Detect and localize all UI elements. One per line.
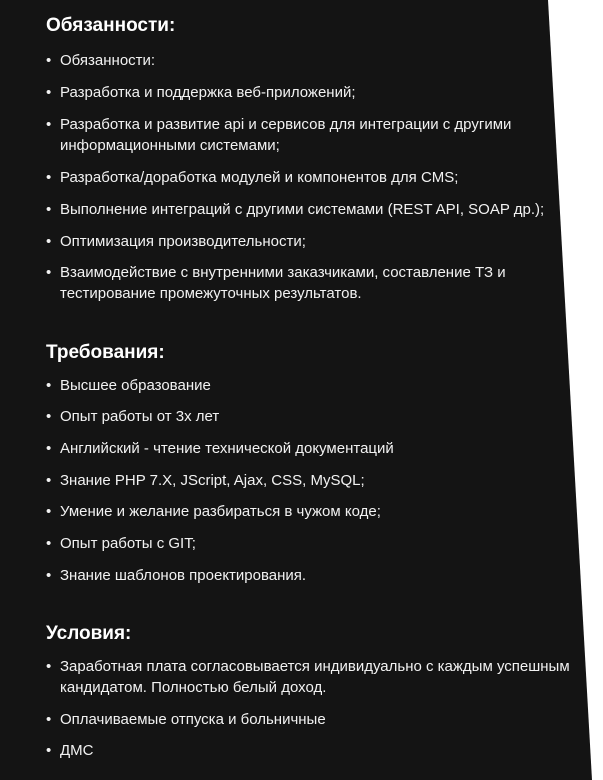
bullet-icon: •: [46, 408, 52, 425]
bullet-icon: •: [46, 503, 52, 520]
list-item-text: Знание шаблонов проектирования.: [60, 567, 307, 584]
bullet-icon: •: [46, 658, 52, 675]
list-item-text: Опыт работы от 3х лет: [60, 408, 220, 425]
bullet-icon: •: [46, 52, 52, 69]
list-item-text: Оплачиваемые отпуска и больничные: [60, 711, 326, 728]
list-item-text: Обязанности:: [60, 52, 156, 69]
bullet-icon: •: [46, 711, 52, 728]
list-item-text: Высшее образование: [60, 377, 211, 394]
bullet-icon: •: [46, 742, 52, 759]
bullet-icon: •: [46, 567, 52, 584]
list-item-text: ДМС: [60, 742, 94, 759]
list-item-text: Выполнение интеграций с другими системами (REST API, SOAP др.);: [60, 201, 545, 218]
bullet-icon: •: [46, 535, 52, 552]
bullet-icon: •: [46, 377, 52, 394]
list-item-text: Знание PHP 7.X, JScript, Ajax, CSS, MySQL;: [60, 472, 365, 489]
list-item-text: Английский - чтение технической документаций: [60, 440, 394, 457]
section-heading-responsibilities: Обязанности:: [46, 15, 176, 36]
list-item-text: Заработная плата согласовывается индивидуально с каждым успешным кандидатом. Полностью белый доход.: [60, 658, 570, 696]
bullet-icon: •: [46, 440, 52, 457]
list-item-text: Опыт работы с GIT;: [60, 535, 196, 552]
bullet-icon: •: [46, 472, 52, 489]
list-item-text: Разработка/доработка модулей и компонентов для CMS;: [60, 169, 459, 186]
bullet-icon: •: [46, 84, 52, 101]
list-item-text: Разработка и развитие api и сервисов для интеграции с другими информационными системами;: [60, 116, 512, 154]
bullet-icon: •: [46, 201, 52, 218]
list-item-text: Взаимодействие с внутренними заказчиками, составление ТЗ и тестирование промежуточных результатов.: [60, 264, 506, 302]
list-item-text: Оптимизация производительности;: [60, 233, 306, 250]
section-heading-conditions: Условия:: [46, 623, 132, 644]
bullet-icon: •: [46, 116, 52, 133]
bullet-icon: •: [46, 233, 52, 250]
section-heading-requirements: Требования:: [46, 342, 165, 363]
list-item-text: Разработка и поддержка веб-приложений;: [60, 84, 356, 101]
list-item-text: Умение и желание разбираться в чужом коде;: [60, 503, 381, 520]
bullet-icon: •: [46, 264, 52, 281]
bullet-icon: •: [46, 169, 52, 186]
